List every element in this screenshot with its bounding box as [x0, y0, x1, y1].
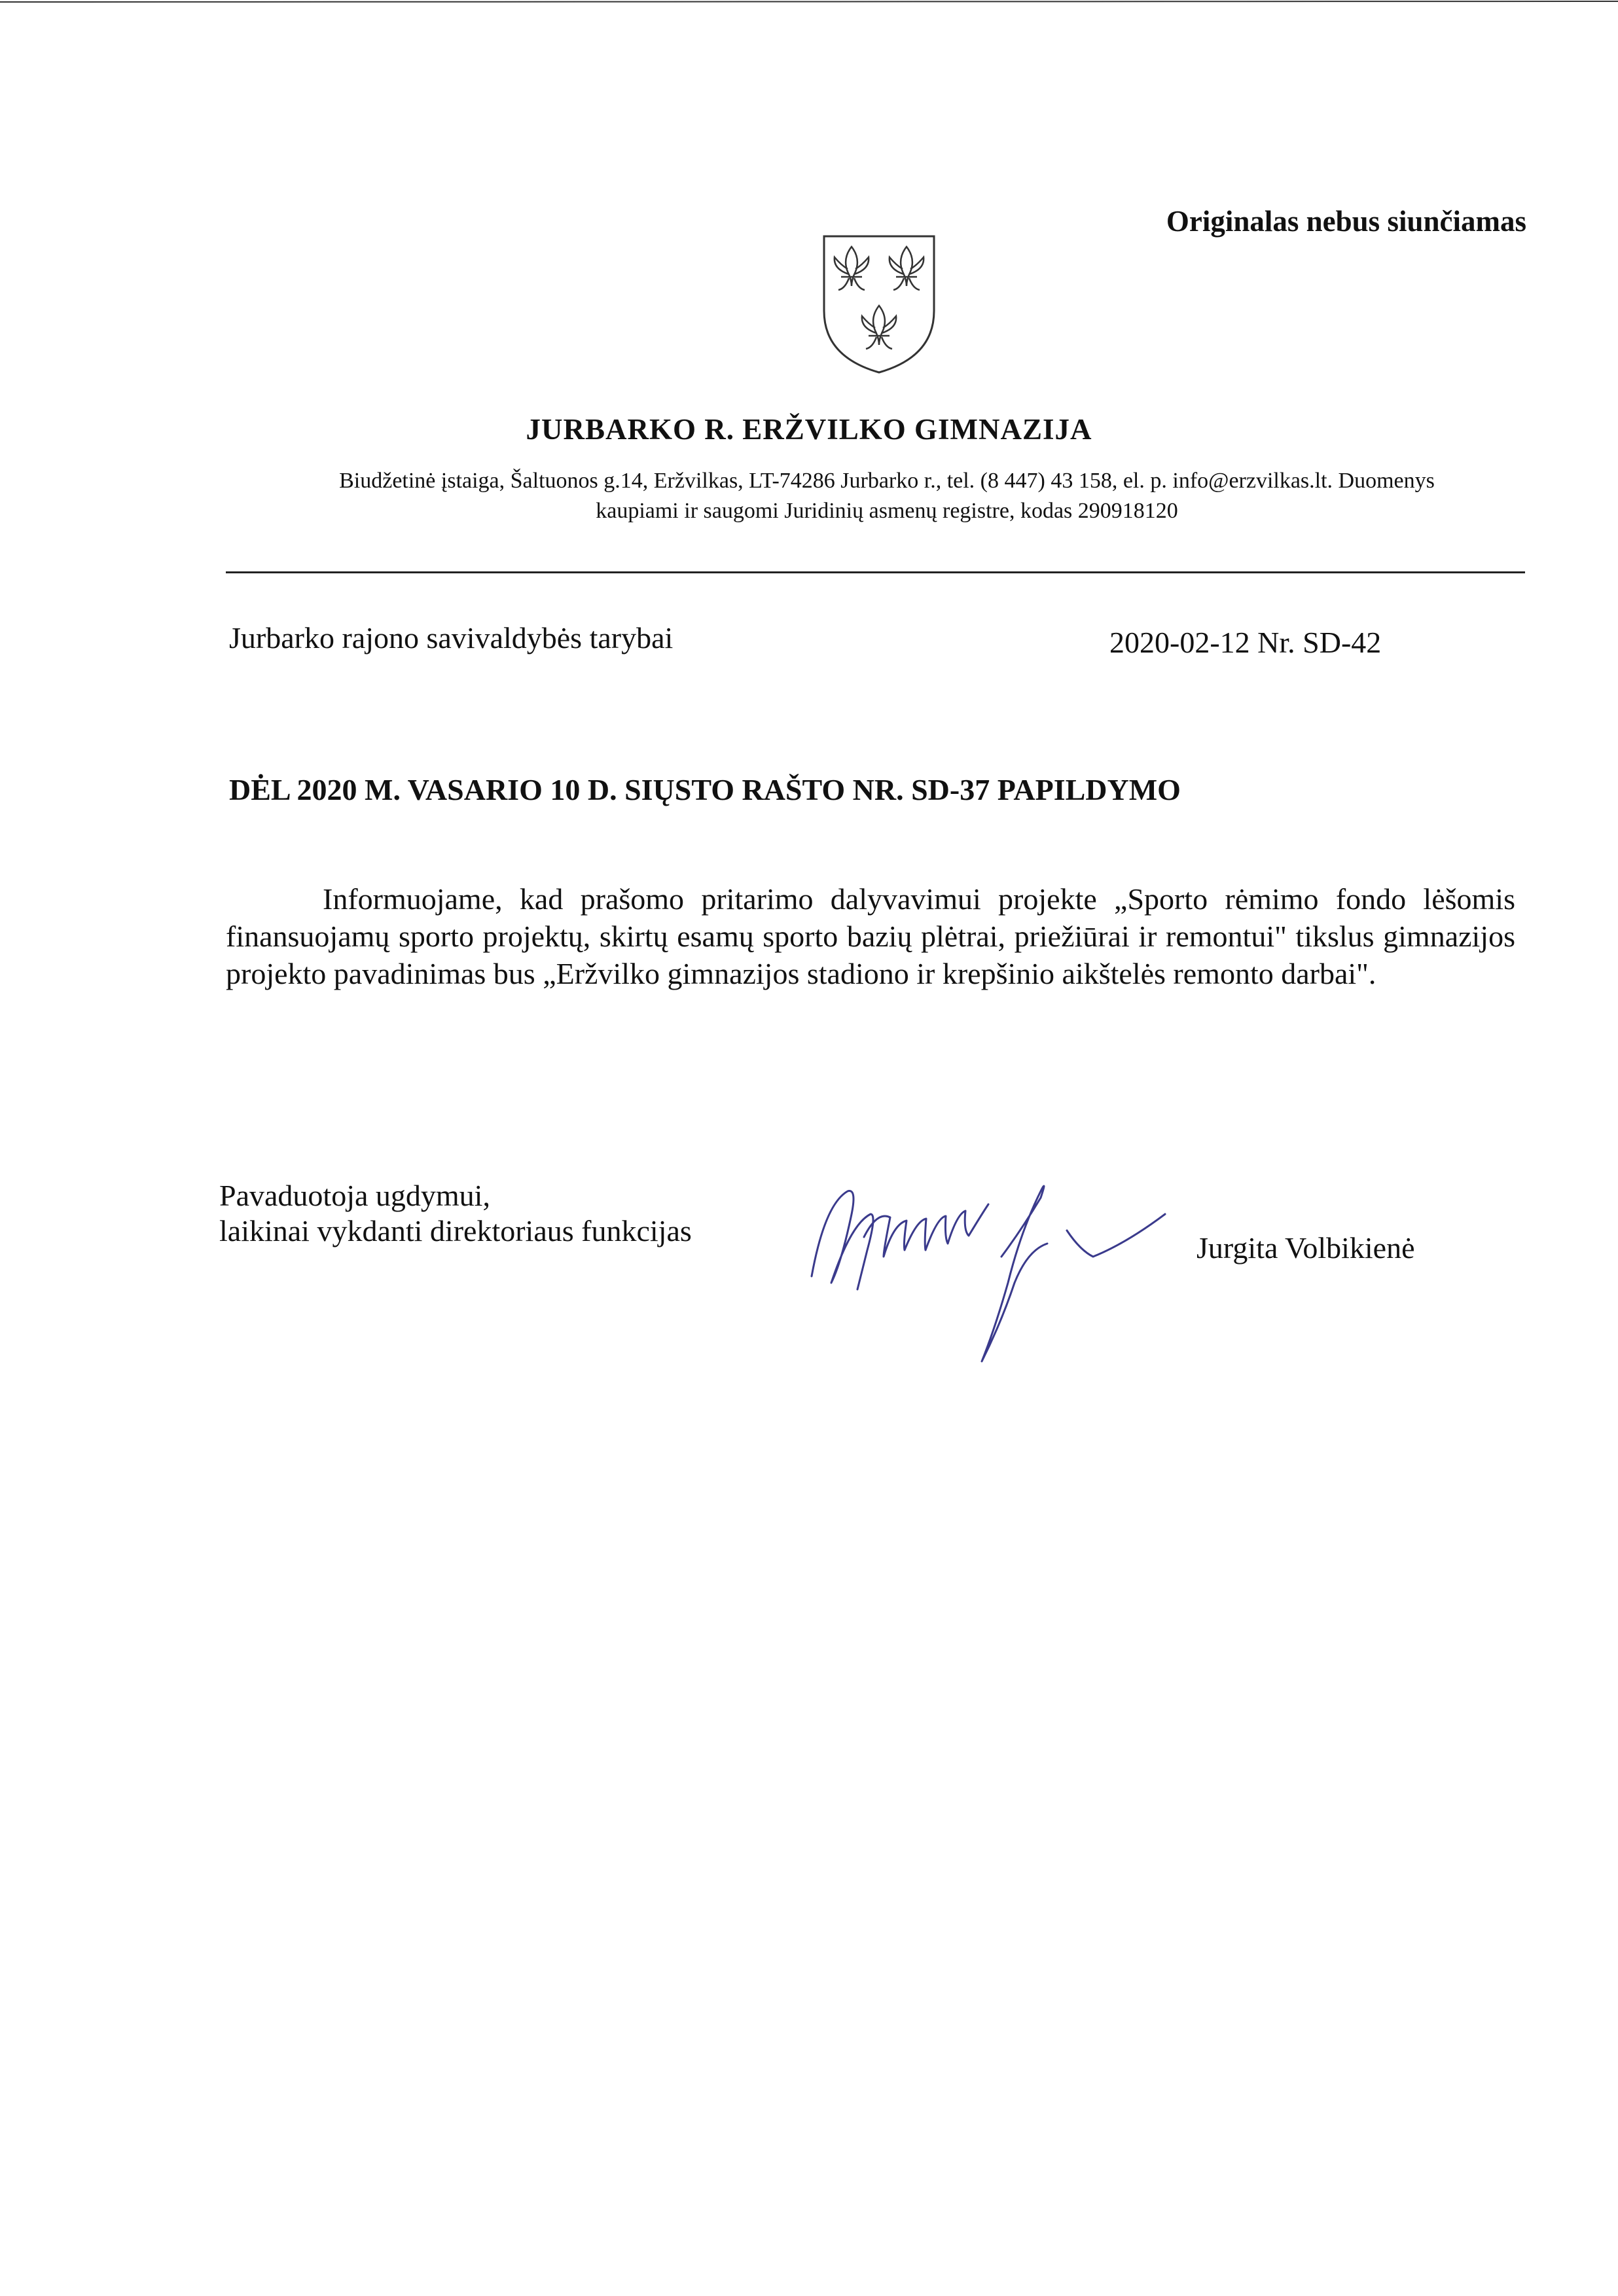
handwritten-signature	[785, 1152, 1191, 1374]
date-and-number: 2020-02-12 Nr. SD-42	[1109, 626, 1382, 659]
position-line-2: laikinai vykdanti direktoriaus funkcijas	[219, 1214, 692, 1247]
organization-address	[249, 466, 1525, 526]
position-line-1: Pavaduotoja ugdymui,	[219, 1179, 490, 1212]
letter-subject: DĖL 2020 M. VASARIO 10 D. SIŲSTO RAŠTO NR. SD-37 PAPILDYMO	[229, 773, 1181, 806]
header-divider	[226, 571, 1525, 573]
scan-edge-line	[0, 0, 1618, 7]
address-line-1: Biudžetinė įstaiga, Šaltuonos g.14, Eržvilkas, LT-74286 Jurbarko r., tel. (8 447) 43 158, el. p. info@erzvilkas.lt. Duomenys	[339, 469, 1435, 493]
signer-position	[219, 1178, 692, 1249]
coat-of-arms-icon	[820, 232, 938, 376]
recipient: Jurbarko rajono savivaldybės tarybai	[229, 621, 674, 655]
signer-name: Jurgita Volbikienė	[1196, 1231, 1415, 1265]
organization-name: JURBARKO R. ERŽVILKO GIMNAZIJA	[526, 413, 1092, 446]
address-line-2: kaupiami ir saugomi Juridinių asmenų registre, kodas 290918120	[596, 499, 1178, 523]
letter-body: Informuojame, kad prašomo pritarimo dalyvavimui projekte „Sporto rėmimo fondo lėšomis finansuojamų sporto projektų, skirtų esamų sporto bazių plėtrai, priežiūrai ir remontui" tikslus gimnazijos projekto pavadinimas bus „Eržvilko gimnazijos stadiono ir krepšinio aikštelės remonto darbai".	[226, 882, 1515, 990]
note-original-not-sent: Originalas nebus siunčiamas	[1166, 205, 1526, 238]
